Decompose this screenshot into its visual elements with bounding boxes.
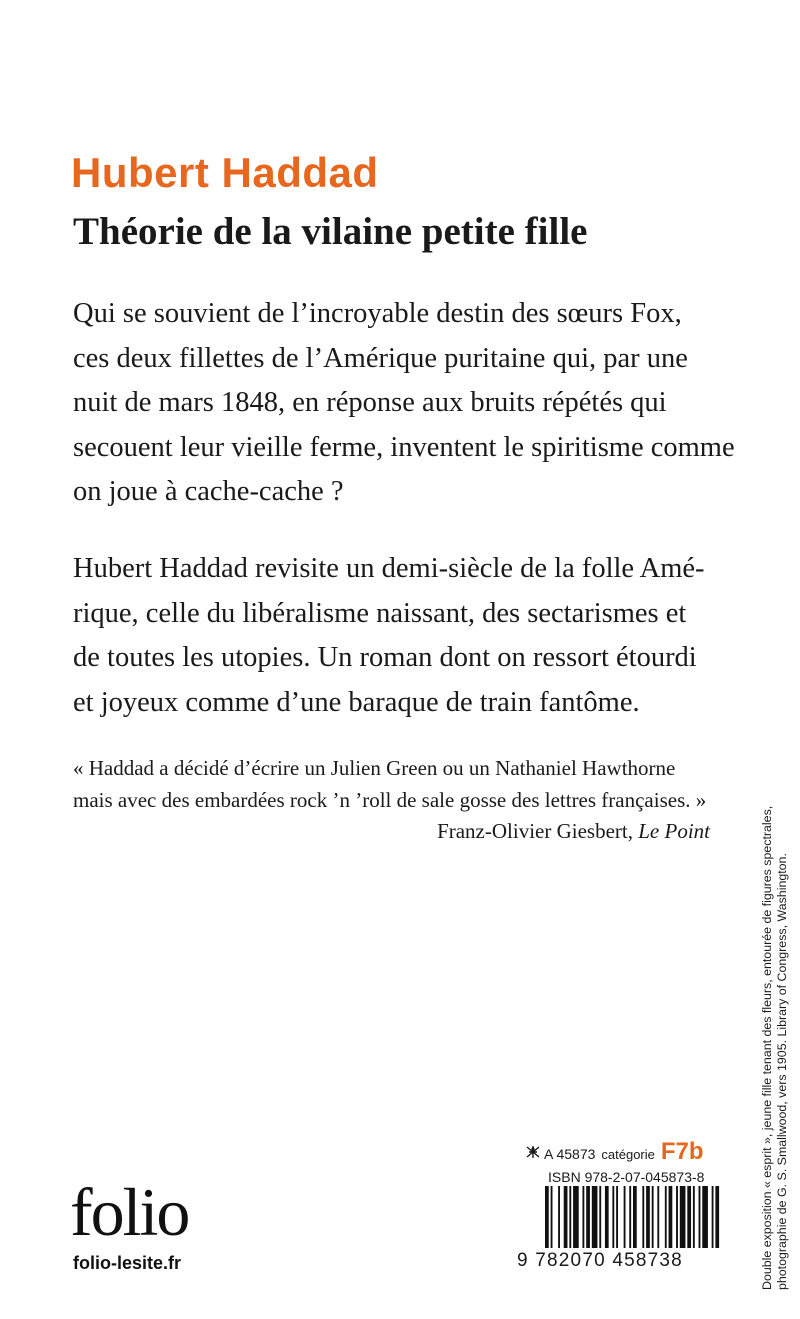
barcode-bar xyxy=(612,1186,614,1248)
barcode-bar xyxy=(680,1186,686,1248)
barcode-bar xyxy=(633,1186,637,1248)
barcode-bar xyxy=(712,1186,714,1248)
blurb-line: secouent leur vieille ferme, inventent le spiritisme comme xyxy=(73,431,735,463)
barcode-bar xyxy=(616,1186,618,1248)
barcode-digits: 9 782070 458738 xyxy=(517,1250,683,1271)
barcode-bar xyxy=(605,1186,609,1248)
blurb-line: Qui se souvient de l’incroyable destin des sœurs Fox, xyxy=(73,298,682,329)
barcode xyxy=(545,1186,721,1248)
barcode-bar xyxy=(702,1186,708,1248)
barcode-bar xyxy=(629,1186,631,1248)
credit-line: photographie de G. S. Smallwood, vers 1905. Library of Congress, Washington. xyxy=(775,853,789,1290)
gallimard-icon xyxy=(525,1145,541,1159)
barcode-bar xyxy=(699,1186,701,1248)
barcode-bar xyxy=(687,1186,691,1248)
barcode-bar xyxy=(558,1186,560,1248)
catalog-row xyxy=(525,1138,720,1166)
barcode-bar xyxy=(646,1186,650,1248)
blurb-paragraph-2 xyxy=(73,547,733,725)
quote-attribution xyxy=(437,819,710,844)
quote-line: « Haddad a décidé d’écrire un Julien Green ou un Nathaniel Hawthorne xyxy=(73,756,676,780)
blurb-line: nuit de mars 1848, en réponse aux bruits répétés qui xyxy=(73,387,667,418)
quote-publication: Le Point xyxy=(638,819,710,843)
barcode-bar xyxy=(564,1186,568,1248)
blurb-line: ces deux fillettes de l’Amérique puritaine qui, par une xyxy=(73,342,688,374)
blurb-line: Hubert Haddad revisite un demi-siècle de la folle Amé- xyxy=(73,553,705,584)
book-title: Théorie de la vilaine petite fille xyxy=(73,210,588,253)
catalog-number: A 45873 xyxy=(544,1146,596,1162)
blurb-paragraph-1 xyxy=(73,292,733,515)
barcode-bar xyxy=(586,1186,590,1248)
barcode-bar xyxy=(599,1186,601,1248)
barcode-bar xyxy=(652,1186,654,1248)
quote-line: mais avec des embardées rock ’n ’roll de sale gosse des lettres françaises. » xyxy=(73,788,707,812)
blurb-line: rique, celle du libéralisme naissant, des sectarismes et xyxy=(73,597,687,629)
barcode-bar xyxy=(545,1186,549,1248)
category-code: F7b xyxy=(660,1138,704,1165)
barcode-bar xyxy=(693,1186,695,1248)
folio-logo: folio xyxy=(70,1174,189,1250)
isbn-number: ISBN 978-2-07-045873-8 xyxy=(548,1169,705,1185)
barcode-bar xyxy=(642,1186,644,1248)
author-name: Hubert Haddad xyxy=(71,149,379,196)
barcode-bar xyxy=(657,1186,659,1248)
barcode-bar xyxy=(624,1186,626,1248)
press-quote xyxy=(73,752,706,816)
barcode-bar xyxy=(582,1186,584,1248)
blurb-line: de toutes les utopies. Un roman dont on ressort étourdi xyxy=(73,642,697,673)
cover-photo-credit xyxy=(760,806,790,1290)
barcode-bar xyxy=(592,1186,598,1248)
barcode-bar xyxy=(715,1186,719,1248)
blurb-line: on joue à cache-cache ? xyxy=(73,476,344,507)
quote-author: Franz-Olivier Giesbert, xyxy=(437,819,639,843)
barcode-bar xyxy=(676,1186,678,1248)
barcode-bar xyxy=(551,1186,553,1248)
catalog-info xyxy=(525,1138,720,1185)
blurb-line: et joyeux comme d’une baraque de train fantôme. xyxy=(73,686,640,718)
barcode-bar xyxy=(669,1186,673,1248)
barcode-bar xyxy=(665,1186,667,1248)
category-label: catégorie xyxy=(601,1147,655,1162)
barcode-bar xyxy=(573,1186,579,1248)
publisher-website: folio-lesite.fr xyxy=(73,1253,182,1273)
barcode-bar xyxy=(569,1186,571,1248)
credit-line: Double exposition « esprit », jeune fille tenant des fleurs, entourée de figures spectrales, xyxy=(760,805,774,1290)
